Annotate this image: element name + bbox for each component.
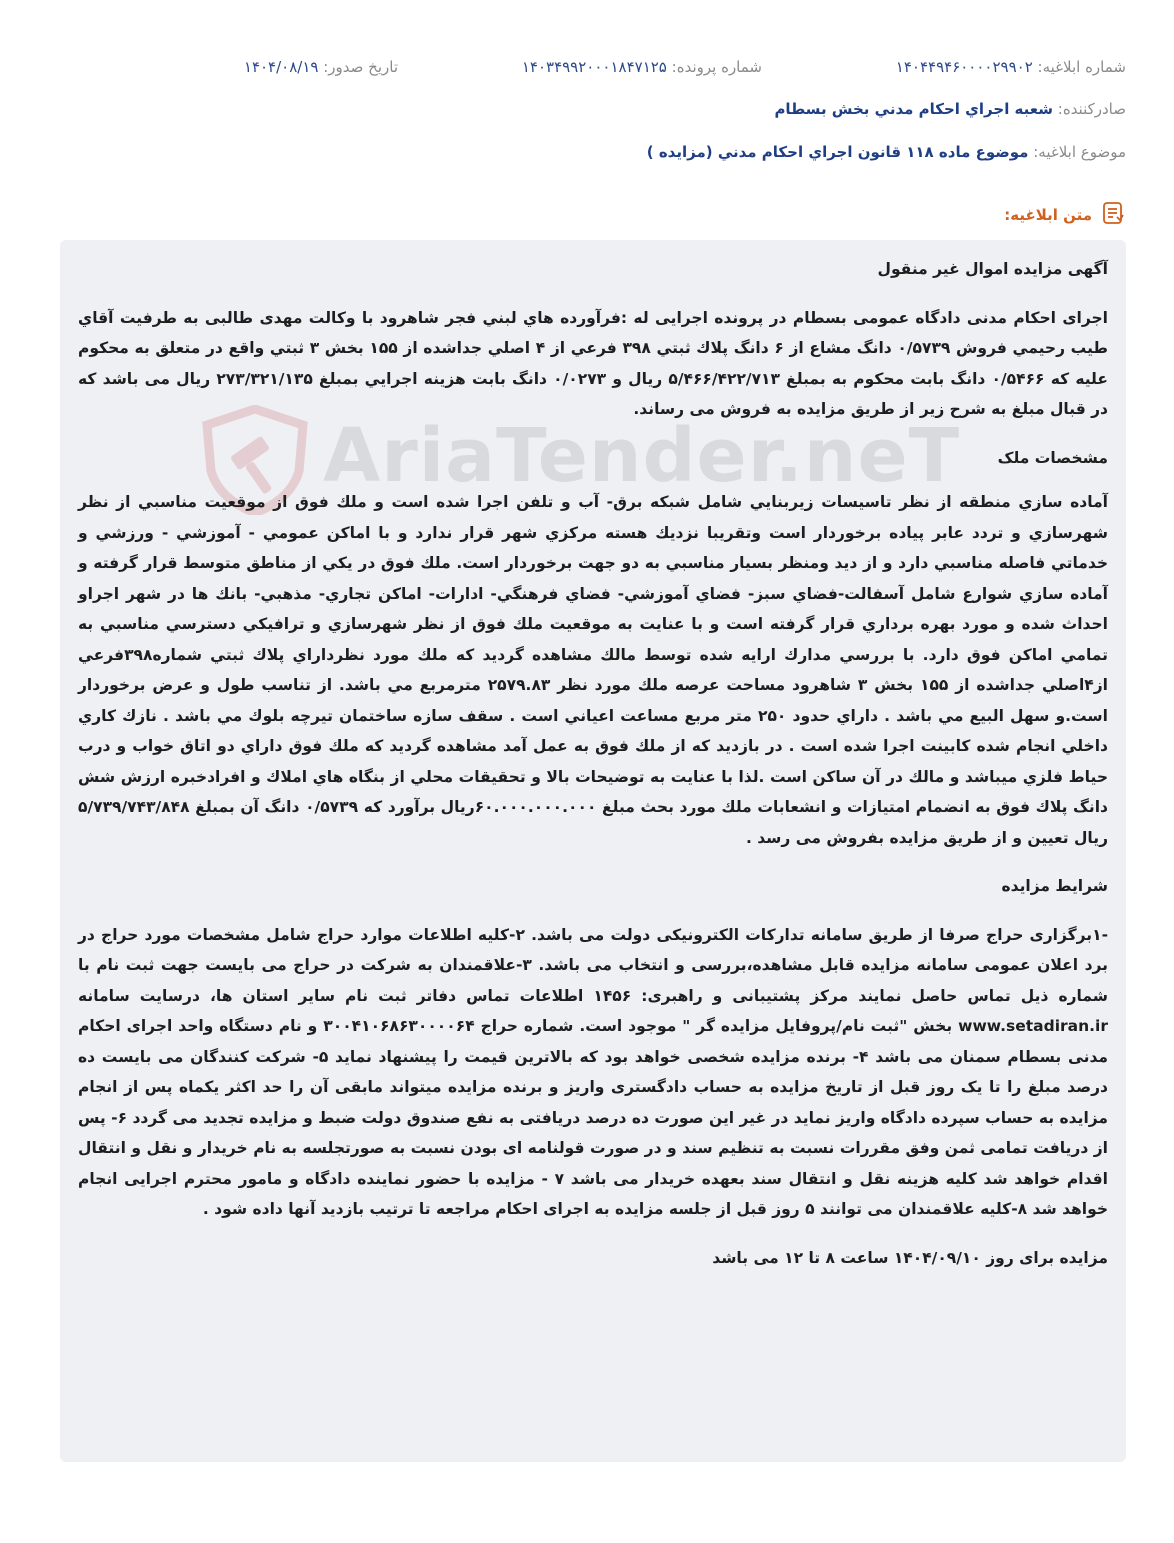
subject-value: موضوع ماده ۱۱۸ قانون اجراي احکام مدني (مزايده ): [646, 143, 1029, 161]
auction-terms-text: -۱برگزاری حراج صرفا از طریق سامانه تدارکات الکترونیکی دولت می باشد. ۲-کلیه اطلاعات موارد حراج شامل مشخصات مورد حراج در برد اعلان عمومی سامانه مزایده قابل مشاهده،بررسی و انتخاب می باشد. ۳-علاقمندان به شرکت در حراج می بایست جهت ثبت نام با شماره ذیل تماس حاصل نمایند مرکز پشتیبانی و راهبری: ۱۴۵۶ اطلاعات تماس دفاتر ثبت نام سایر استان ها، درسایت سامانه www.setadiran.ir بخش "ثبت نام/پروفایل مزایده گر " موجود است. شماره حراج ۳۰۰۴۱۰۶۸۶۳۰۰۰۰۶۴ و نام دستگاه واحد اجرای احکام مدنی بسطام سمنان می باشد ۴- برنده مزایده شخصی خواهد بود که بالاترین قیمت را پیشنهاد نماید ۵- شرکت کنندگان می بایست ده درصد مبلغ را تا یک روز قبل از تاریخ مزایده به حساب دادگستری واریز و برنده مزایده میتواند مابقی آن را حد اکثر یکماه پس از انجام مزایده به حساب سپرده دادگاه واریز نماید در غیر این صورت ده درصد دریافتی به نفع صندوق دولت ضبط و مزایده تجدید می گردد ۶- پس از دریافت تمامی ثمن وفق مقررات نسبت به تنظیم سند و در صورت قولنامه ای بودن نسبت به صورتجلسه به نام خریدار و نقل و انتقال اقدام خواهد شد کلیه هزینه نقل و انتقال سند بعهده خریدار می باشد ۷ - مزایده با حضور نماینده دادگاه و مامور محترم اجرایی انجام خواهد شد ۸-کلیه علاقمندان می توانند ۵ روز قبل از جلسه مزایده به اجرای احکام مراجعه تا ترتیب بازدید آنها داده شود .: [78, 925, 1109, 1218]
auction-date: مزایده برای روز ۱۴۰۴/۰۹/۱۰ ساعت ۸ تا ۱۲ می باشد: [712, 1248, 1108, 1267]
notice-meta-row: [48, 58, 1126, 82]
auction-title: آگهی مزایده اموال غیر منقول: [877, 260, 1108, 278]
issuer-label: صادرکننده:: [1057, 100, 1126, 118]
notice-number-label: شماره ابلاغيه:: [1037, 58, 1126, 76]
document-icon: [1100, 200, 1126, 230]
subject-line: [647, 143, 1126, 161]
auction-terms-title: شرایط مزایده: [1001, 877, 1108, 895]
issue-date-value: ۱۴۰۴/۰۸/۱۹: [243, 58, 319, 76]
auction-intro: اجرای احکام مدنی دادگاه عمومی بسطام در پرونده اجرایی له :فرآورده هاي لبني فجر شاهرود با وكالت مهدى طالبى به طرفيت آقاي طيب رحيمي فروش ۰/۵۷۳۹ دانگ مشاع از ۶ دانگ پلاك ثبتي ۳۹۸ فرعي از ۴ اصلي جداشده از ۱۵۵ بخش ۳ ثبتي واقع در متعلق به محكوم عليه كه ۰/۵۴۶۶ دانگ بابت محكوم به بمبلغ ۵/۴۶۶/۴۲۲/۷۱۳ ريال و ۰/۰۲۷۳ دانگ بابت هزينه اجرايي بمبلغ ۲۷۳/۳۲۱/۱۳۵ ريال می باشد كه در قبال مبلغ به شرح زير از طريق مزايده به فروش می رساند.: [78, 308, 1108, 418]
property-specs-text: آماده سازي منطقه از نظر تاسيسات زيربنايي شامل شبكه برق- آب و تلفن اجرا شده است و ملك فوق از موقعيت مناسبي از نظر شهرسازي و تردد عابر پياده برخوردار است وتقريبا نزديك هسته مركزي شهر قرار ندارد و با اماكن عمومي - آموزشي - ورزشي و خدماتي فاصله مناسبي دارد و از ديد ومنظر بسيار مناسبي به دو جهت برخوردار است. ملك فوق در يكي از مناطق متوسط قرار گرفته و آماده سازي شوارع شامل آسفالت-فضاي سبز- فضاي آموزشي- فضاي فرهنگي- ادارات- اماكن تجاري- مذهبي- بانك ها در شهر اجراو احداث شده و مورد بهره برداري قرار گرفته است و با عنايت به موقعيت ملك فوق از نظر شهرسازي و ترافيكي دسترسي مناسبي به تمامي اماكن فوق دارد. با بررسي مدارك ارايه شده توسط مالك مشاهده گرديد كه ملك مورد نظرداراي پلاك ثبتي شماره۳۹۸فرعي از۴اصلي جداشده از ۱۵۵ بخش ۳ شاهرود مساحت عرصه ملك مورد نظر ۲۵۷۹.۸۳ مترمربع مي باشد. از تناسب طول و عرض برخوردار است.و سهل البيع مي باشد . داراي حدود ۲۵۰ متر مربع مساعت اعياني است . سقف سازه ساختمان تيرچه بلوك مي باشد . نازك كاري داخلي انجام شده كابينت اجرا شده است . در بازديد كه از ملك فوق به عمل آمد مشاهده گرديد كه ملك فوق داراي دو اتاق خواب و درب حياط فلزي ميباشد و مالك در آن ساكن است .لذا با عنايت به توضيحات بالا و تحقيقات محلي از بنگاه هاي املاك و افرادخبره ارزش شش دانگ پلاك فوق به انضمام امتيازات و انشعابات ملك مورد بحث مبلغ ۶۰.۰۰۰.۰۰۰.۰۰۰ريال برآورد كه ۰/۵۷۳۹ دانگ آن بمبلغ ۵/۷۳۹/۷۴۳/۸۴۸ ريال تعيين و از طریق مزایده بفروش می رسد .: [78, 493, 1109, 847]
notice-text-heading: [1004, 200, 1126, 230]
issuer-line: [774, 100, 1126, 118]
issuer-value: شعبه اجراي احكام مدني بخش بسطام: [774, 100, 1053, 118]
notice-body-panel: [60, 240, 1126, 1462]
notice-text-label: متن ابلاغيه:: [1004, 206, 1092, 224]
subject-label: موضوع ابلاغيه:: [1033, 143, 1126, 161]
notice-number-value: ۱۴۰۴۴۹۴۶۰۰۰۰۲۹۹۰۲: [895, 58, 1033, 76]
case-number-label: شماره پرونده:: [671, 58, 762, 76]
property-specs-title: مشخصات ملک: [997, 448, 1108, 467]
notice-number: [896, 58, 1126, 76]
watermark-text: AriaTender.neT: [323, 413, 961, 499]
issue-date: [244, 58, 398, 76]
case-number: [522, 58, 762, 76]
issue-date-label: تاريخ صدور:: [323, 58, 398, 76]
case-number-value: ۱۴۰۳۴۹۹۲۰۰۰۱۸۴۷۱۲۵: [521, 58, 667, 76]
